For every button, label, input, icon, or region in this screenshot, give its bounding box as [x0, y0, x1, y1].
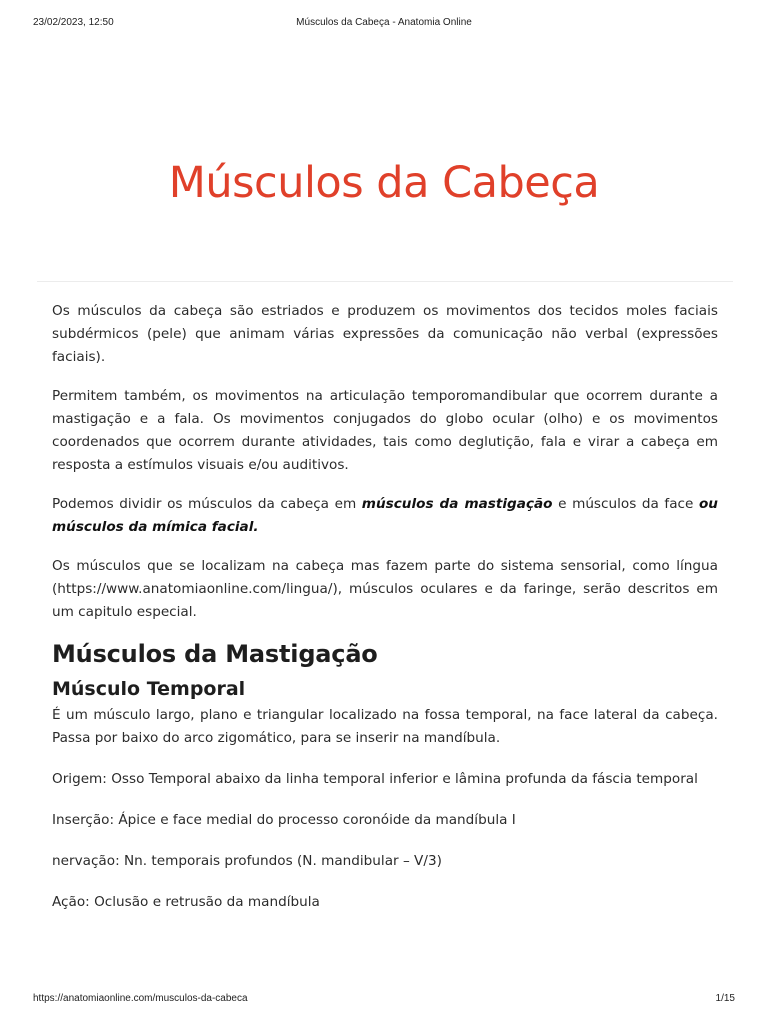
- title-divider: [37, 281, 733, 282]
- temporal-innervation: nervação: Nn. temporais profundos (N. mandibular – V/3): [52, 853, 442, 869]
- article-body: [52, 300, 718, 932]
- mimic-emphasis: ou músculos da mímica facial.: [52, 496, 718, 535]
- subsection-heading-temporal: Músculo Temporal: [52, 678, 246, 700]
- division-text-middle: e músculos da face: [552, 496, 699, 512]
- temporal-action: Ação: Oclusão e retrusão da mandíbula: [52, 894, 320, 910]
- print-url: https://anatomiaonline.com/musculos-da-cabeca: [33, 993, 248, 1004]
- section-heading-mastication: Músculos da Mastigação: [52, 640, 378, 668]
- print-header: [0, 17, 768, 31]
- intro-paragraph: Os músculos da cabeça são estriados e produzem os movimentos dos tecidos moles faciais subdérmicos (pele) que animam várias expressões da comunicação não verbal (expressões faciais).: [52, 303, 718, 365]
- print-footer: [0, 993, 768, 1007]
- division-text-start: Podemos dividir os músculos da cabeça em: [52, 496, 362, 512]
- temporal-origin: Origem: Osso Temporal abaixo da linha temporal inferior e lâmina profunda da fáscia temporal: [52, 771, 698, 787]
- mastication-emphasis: músculos da mastigação: [361, 496, 553, 512]
- tmj-paragraph: Permitem também, os movimentos na articulação temporomandibular que ocorrem durante a mastigação e a fala. Os movimentos conjugados do globo ocular (olho) e os movimentos coordenados que ocorrem durante atividades, tais como deglutição, fala e virar a cabeça em resposta a estímulos visuais e/ou auditivos.: [52, 388, 718, 473]
- print-document-title: Músculos da Cabeça - Anatomia Online: [296, 17, 472, 28]
- temporal-description: É um músculo largo, plano e triangular localizado na fossa temporal, na face lateral da cabeça. Passa por baixo do arco zigomático, para se inserir na mandíbula.: [52, 707, 718, 746]
- page-title: Músculos da Cabeça: [168, 158, 600, 208]
- division-paragraph: [52, 493, 718, 539]
- sensory-paragraph: Os músculos que se localizam na cabeça mas fazem parte do sistema sensorial, como língua (https://www.anatomiaonline.com/lingua/), músculos oculares e da faringe, serão descritos em um capitulo especial.: [52, 558, 718, 620]
- page-number: 1/15: [715, 993, 735, 1004]
- temporal-insertion: Inserção: Ápice e face medial do processo coronóide da mandíbula I: [52, 812, 516, 828]
- print-datetime: 23/02/2023, 12:50: [33, 17, 114, 28]
